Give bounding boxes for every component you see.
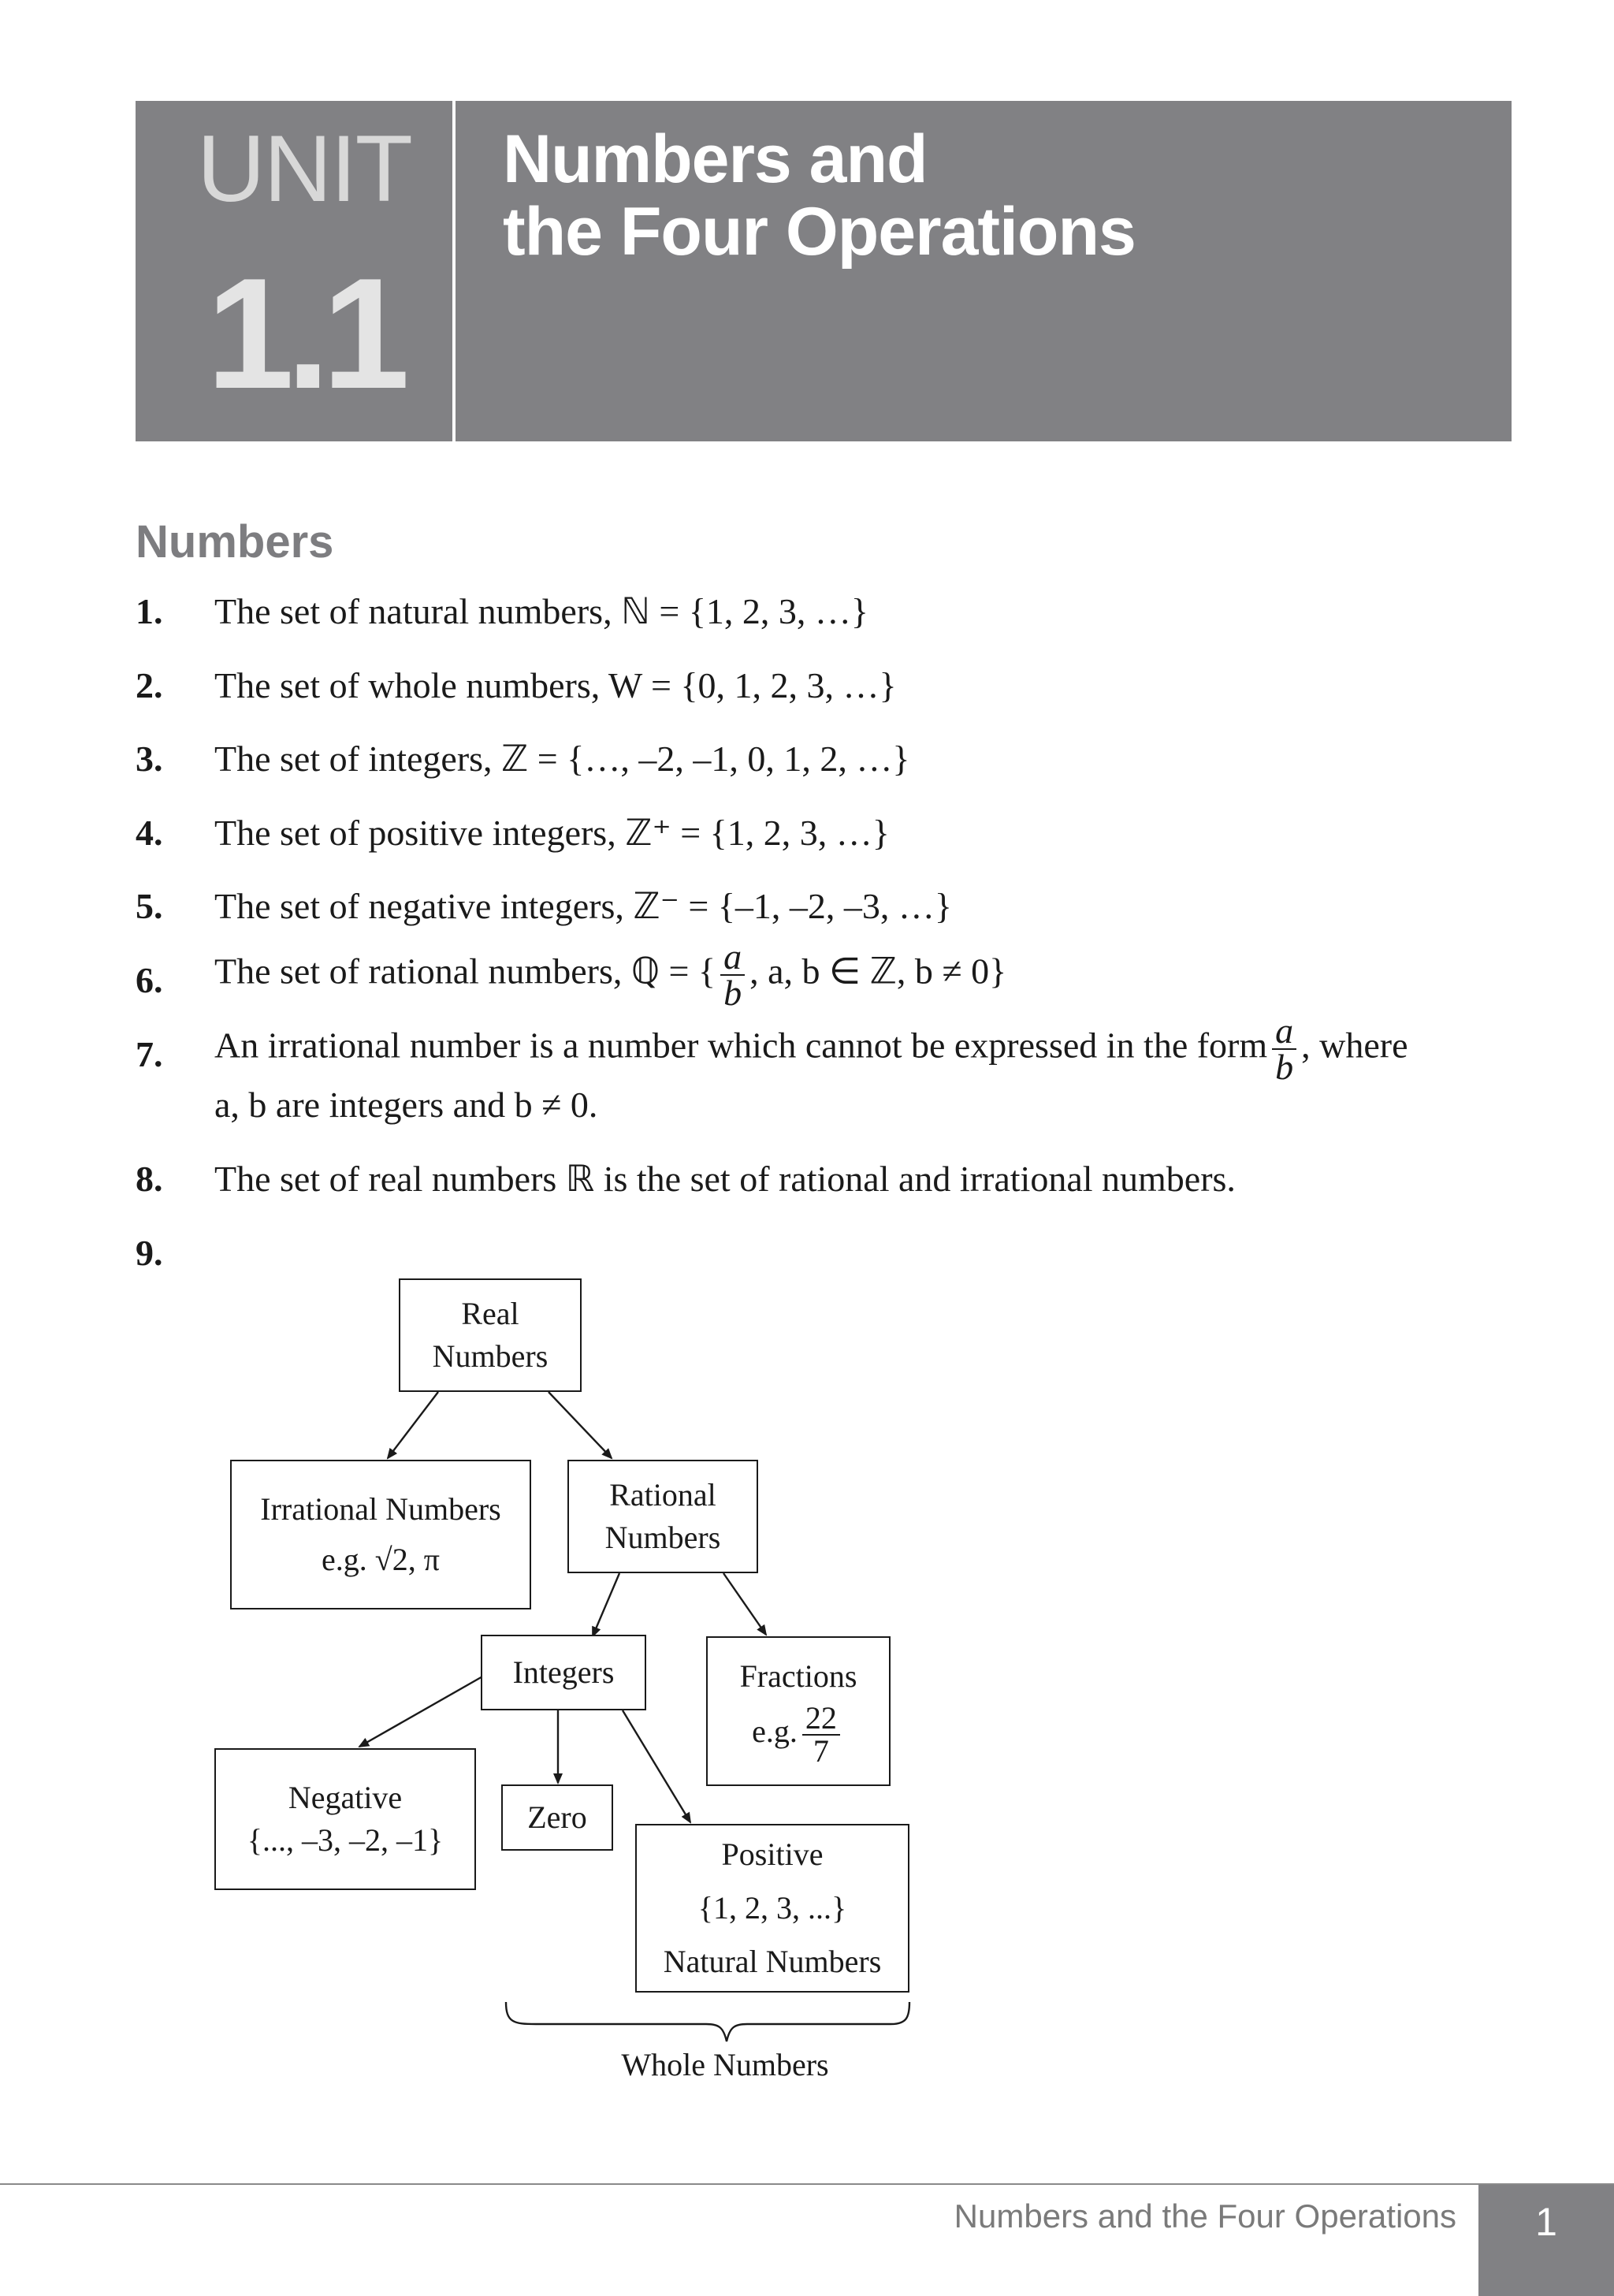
fraction-denominator: b (1275, 1047, 1294, 1087)
item-number: 6. (136, 960, 163, 1000)
arrow-rational-to-integers (593, 1573, 619, 1636)
fraction-numerator: a (1272, 1014, 1296, 1050)
item-number: 2. (136, 665, 163, 705)
item-text-line2: a, b are integers and b ≠ 0. (214, 1085, 598, 1125)
item-text-after: , a, b ∈ ℤ, b ≠ 0} (749, 951, 1007, 992)
irrational-example: e.g. √2, π (322, 1542, 440, 1577)
integers-label: Integers (512, 1654, 615, 1690)
item-text-before: The set of rational numbers, ℚ = { (214, 951, 716, 992)
item-number: 3. (136, 739, 163, 779)
irrational-numbers-line1: Irrational Numbers (260, 1491, 501, 1527)
integers-box (481, 1635, 646, 1710)
positive-set: {1, 2, 3, ...} (697, 1890, 847, 1926)
item-text: The set of whole numbers, W = {0, 1, 2, 3, …} (214, 665, 897, 705)
item-number: 7. (136, 1034, 163, 1074)
fraction-22-over-7 (802, 1702, 840, 1767)
fractions-eg: e.g. (752, 1714, 798, 1750)
section-heading: Numbers (136, 516, 334, 567)
positive-integers-box (635, 1824, 909, 1993)
fractions-example (752, 1702, 845, 1767)
arrow-integers-to-negative (359, 1676, 484, 1747)
irrational-numbers-box (230, 1460, 531, 1609)
negative-set: {..., –3, –2, –1} (247, 1822, 444, 1858)
item-number: 5. (136, 886, 163, 926)
unit-title-line1: Numbers and (503, 121, 928, 197)
rational-numbers-line2: Numbers (604, 1520, 721, 1555)
item-text-before: An irrational number is a number which cannot be expressed in the form (214, 1025, 1268, 1066)
item-text: The set of real numbers ℝ is the set of rational and irrational numbers. (214, 1159, 1236, 1199)
fraction-numerator: 22 (802, 1702, 840, 1736)
real-numbers-box (399, 1278, 582, 1392)
item-number: 8. (136, 1159, 163, 1199)
rational-numbers-line1: Rational (609, 1477, 716, 1513)
fraction-denominator: 7 (813, 1733, 829, 1769)
item-text-after: , where (1301, 1025, 1408, 1066)
item-text: The set of integers, ℤ = {…, –2, –1, 0, 1, 2, …} (214, 739, 910, 779)
zero-label: Zero (527, 1799, 587, 1835)
arrow-rational-to-fractions (723, 1573, 766, 1635)
item-text: The set of negative integers, ℤ⁻ = {–1, –2, –3, …} (214, 886, 952, 926)
unit-label: UNIT (197, 116, 411, 221)
fractions-box (706, 1636, 891, 1786)
item-text: The set of natural numbers, ℕ = {1, 2, 3, …} (214, 591, 868, 631)
footer-rule (0, 2183, 1614, 2185)
whole-numbers-label: Whole Numbers (621, 2047, 829, 2082)
arrow-real-to-rational (549, 1392, 612, 1458)
zero-box (501, 1784, 613, 1851)
item-text: The set of positive integers, ℤ⁺ = {1, 2, 3, …} (214, 813, 890, 853)
item-number: 9. (136, 1233, 163, 1273)
unit-number: 1.1 (206, 246, 403, 422)
real-numbers-line2: Numbers (432, 1338, 549, 1374)
arrow-real-to-irrational (388, 1392, 438, 1458)
item-number: 4. (136, 813, 163, 853)
arrow-integers-to-positive (623, 1710, 690, 1822)
fractions-label: Fractions (739, 1658, 857, 1694)
item-number: 1. (136, 591, 163, 631)
positive-label: Positive (721, 1836, 824, 1872)
fraction-numerator: a (720, 940, 745, 976)
real-numbers-line1: Real (461, 1296, 519, 1331)
page-number: 1 (1535, 2200, 1557, 2244)
footer-title: Numbers and the Four Operations (954, 2197, 1456, 2235)
unit-title-line2: the Four Operations (503, 194, 1136, 270)
negative-integers-box (214, 1748, 476, 1890)
page-number-box (1478, 2185, 1614, 2296)
whole-numbers-brace (506, 2002, 909, 2041)
natural-numbers-label: Natural Numbers (663, 1944, 882, 1979)
rational-numbers-box (567, 1460, 758, 1573)
negative-label: Negative (288, 1780, 403, 1815)
fraction-denominator: b (723, 973, 742, 1013)
